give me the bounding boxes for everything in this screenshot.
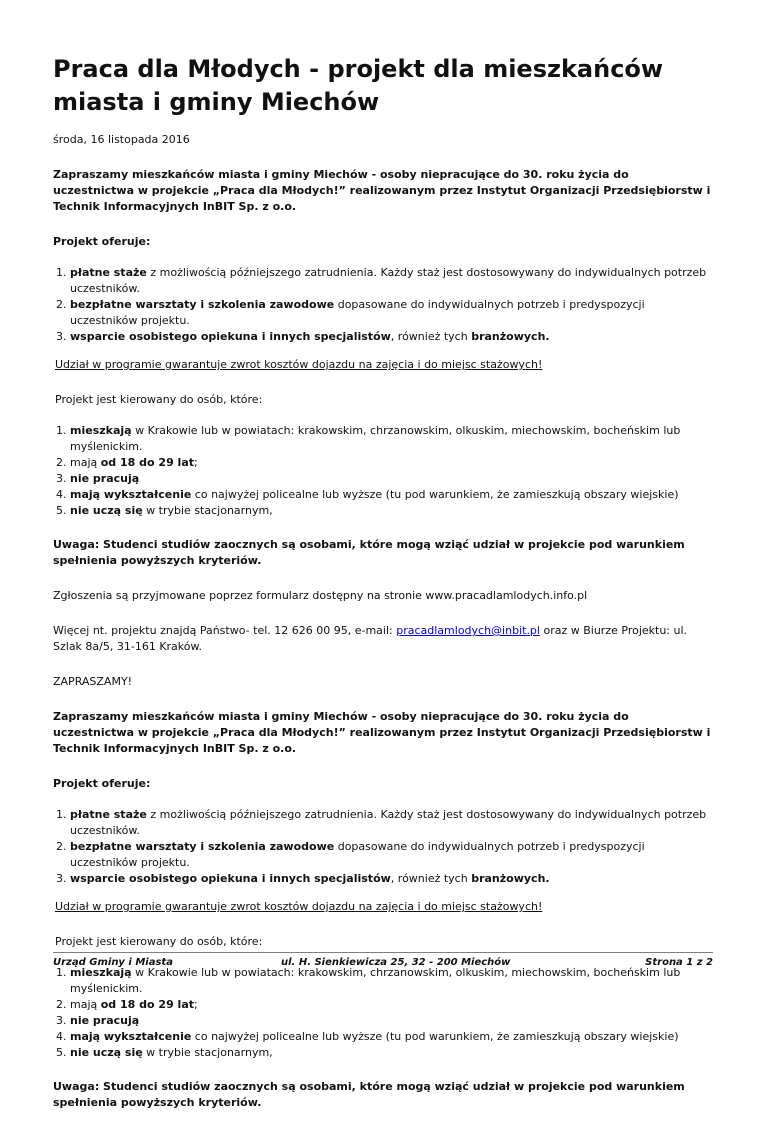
requirement-item: 4. mają wykształcenie co najwyżej policealne lub wyższe (tu pod warunkiem, że zamieszkują obszary wiejskie)	[70, 487, 713, 503]
footer-office: Urząd Gminy i Miasta	[53, 957, 173, 968]
applications-paragraph: Zgłoszenia są przyjmowane poprzez formularz dostępny na stronie www.pracadlamlodych.info.pl	[53, 589, 588, 602]
footer-page-number: Strona 1 z 2	[645, 957, 713, 968]
requirement-item: 5. nie uczą się w trybie stacjonarnym,	[70, 1045, 713, 1061]
requirement-item: 2. mają od 18 do 29 lat;	[70, 455, 713, 471]
requirement-item: 1. mieszkają w Krakowie lub w powiatach: krakowskim, chrzanowskim, olkuskim, miechowskim, bocheńskim lub myślenickim.	[70, 965, 713, 997]
requirements-list	[53, 965, 713, 1061]
offer-item: 2. bezpłatne warsztaty i szkolenia zawodowe dopasowane do indywidualnych potrzeb i predyspozycji uczestników projektu.	[70, 297, 713, 329]
requirement-item: 1. mieszkają w Krakowie lub w powiatach: krakowskim, chrzanowskim, olkuskim, miechowskim, bocheńskim lub myślenickim.	[70, 423, 713, 455]
requirement-item: 5. nie uczą się w trybie stacjonarnym,	[70, 503, 713, 519]
warning-paragraph: Uwaga: Studenci studiów zaocznych są osobami, które mogą wziąć udział w projekcie pod warunkiem spełnienia powyższych kryteriów.	[53, 1080, 685, 1109]
requirement-item: 2. mają od 18 do 29 lat;	[70, 997, 713, 1013]
email-link[interactable]: pracadlamlodych@inbit.pl	[396, 624, 540, 637]
closing-text: ZAPRASZAMY!	[53, 675, 133, 688]
requirement-item: 3. nie pracują	[70, 471, 713, 487]
warning-paragraph: Uwaga: Studenci studiów zaocznych są osobami, które mogą wziąć udział w projekcie pod warunkiem spełnienia powyższych kryteriów.	[53, 538, 685, 567]
offer-item: 1. płatne staże z możliwością późniejszego zatrudnienia. Każdy staż jest dostosowywany do indywidualnych potrzeb uczestników.	[70, 807, 713, 839]
offer-list	[53, 265, 713, 345]
offer-heading: Projekt oferuje:	[53, 777, 151, 790]
offer-item: 1. płatne staże z możliwością późniejszego zatrudnienia. Każdy staż jest dostosowywany do indywidualnych potrzeb uczestników.	[70, 265, 713, 297]
intro-paragraph: Zapraszamy mieszkańców miasta i gminy Miechów - osoby niepracujące do 30. roku życia do uczestnictwa w projekcie „Praca dla Młodych!” realizowanym przez Instytut Organizacji Przedsiębiorstw i Technik Informacyjnych InBIT Sp. z o.o.	[53, 168, 711, 213]
requirement-item: 3. nie pracują	[70, 1013, 713, 1029]
offer-list	[53, 807, 713, 887]
target-intro: Projekt jest kierowany do osób, które:	[55, 393, 263, 406]
offer-item: 2. bezpłatne warsztaty i szkolenia zawodowe dopasowane do indywidualnych potrzeb i predyspozycji uczestników projektu.	[70, 839, 713, 871]
offer-item: 3. wsparcie osobistego opiekuna i innych specjalistów, również tych branżowych.	[70, 871, 713, 887]
publish-date: środa, 16 listopada 2016	[53, 133, 190, 146]
contact-paragraph: Więcej nt. projektu znajdą Państwo- tel. 12 626 00 95, e-mail: pracadlamlodych@inbit.pl oraz w Biurze Projektu: ul. Szlak 8a/5, 31-161 Kraków.	[53, 624, 688, 653]
page-title: Praca dla Młodych - projekt dla mieszkańców miasta i gminy Miechów	[53, 55, 664, 116]
requirements-list	[53, 423, 713, 519]
offer-item: 3. wsparcie osobistego opiekuna i innych specjalistów, również tych branżowych.	[70, 329, 713, 345]
page-footer	[53, 952, 713, 968]
footer-address: ul. H. Sienkiewicza 25, 32 - 200 Miechów	[281, 957, 511, 968]
requirement-item: 4. mają wykształcenie co najwyżej policealne lub wyższe (tu pod warunkiem, że zamieszkują obszary wiejskie)	[70, 1029, 713, 1045]
intro-paragraph: Zapraszamy mieszkańców miasta i gminy Miechów - osoby niepracujące do 30. roku życia do uczestnictwa w projekcie „Praca dla Młodych!” realizowanym przez Instytut Organizacji Przedsiębiorstw i Technik Informacyjnych InBIT Sp. z o.o.	[53, 710, 711, 755]
refund-notice: Udział w programie gwarantuje zwrot kosztów dojazdu na zajęcia i do miejsc stażowych!	[55, 900, 543, 913]
target-intro: Projekt jest kierowany do osób, które:	[55, 935, 263, 948]
refund-notice: Udział w programie gwarantuje zwrot kosztów dojazdu na zajęcia i do miejsc stażowych!	[55, 358, 543, 371]
offer-heading: Projekt oferuje:	[53, 235, 151, 248]
